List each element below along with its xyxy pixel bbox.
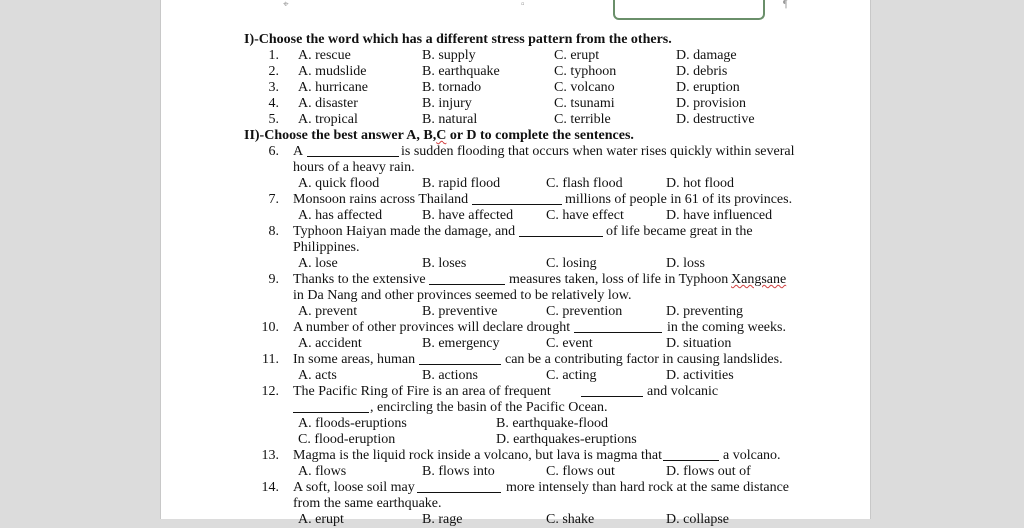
answer-blank bbox=[293, 400, 369, 413]
section-2-heading bbox=[161, 128, 870, 144]
options-row: A. flows B. flows into C. flows out D. flows out of bbox=[298, 464, 751, 479]
answer-blank bbox=[417, 480, 501, 493]
answer-blank bbox=[663, 448, 719, 461]
header-textbox bbox=[613, 0, 765, 20]
answer-blank bbox=[581, 384, 643, 397]
answer-blank bbox=[419, 352, 501, 365]
question-continuation: in Da Nang and other provinces seemed to be relatively low. bbox=[293, 288, 632, 303]
answer-blank bbox=[307, 144, 399, 157]
options-row: A. prevent B. preventive C. prevention D. preventing bbox=[298, 304, 743, 319]
options-row: A. acts B. actions C. acting D. activities bbox=[298, 368, 734, 383]
paragraph-mark-icon: ▫ bbox=[521, 0, 525, 10]
document-page bbox=[160, 0, 871, 527]
question-line: 6. A is sudden flooding that occurs when water rises quickly within several bbox=[268, 144, 795, 159]
question-continuation: , encircling the basin of the Pacific Ocean. bbox=[161, 400, 870, 416]
section-2-title-post: or D to complete the sentences. bbox=[446, 128, 634, 143]
question-line: 8. Typhoon Haiyan made the damage, and of life became great in the bbox=[268, 224, 753, 239]
section-1-heading: I)-Choose the word which has a different stress pattern from the others. bbox=[244, 32, 672, 47]
question-row: 4. A. disaster B. injury C. tsunami D. provision bbox=[268, 96, 746, 111]
paragraph-mark-icon: ¶ bbox=[783, 0, 788, 10]
anchor-icon: ⌖ bbox=[283, 0, 289, 10]
question-line: 9. Thanks to the extensive measures taken, loss of life in Typhoon Xangsane bbox=[268, 272, 787, 287]
question-line: 14. A soft, loose soil may more intensely than hard rock at the same distance bbox=[261, 480, 790, 495]
options-row: A. accident B. emergency C. event D. situation bbox=[298, 336, 732, 351]
question-row: 3. A. hurricane B. tornado C. volcano D. eruption bbox=[268, 80, 740, 95]
question-continuation: from the same earthquake. bbox=[293, 496, 442, 511]
question-row: 1. A. rescue B. supply C. erupt D. damage bbox=[268, 48, 737, 63]
question-continuation: hours of a heavy rain. bbox=[293, 160, 415, 175]
answer-blank bbox=[429, 272, 505, 285]
options-row: C. flood-eruption D. earthquakes-eruptions bbox=[298, 432, 637, 447]
options-row: A. quick flood B. rapid flood C. flash flood D. hot flood bbox=[298, 176, 735, 191]
options-row: A. has affected B. have affected C. have effect D. have influenced bbox=[298, 208, 773, 223]
question-line: 12. The Pacific Ring of Fire is an area of frequent and volcanic bbox=[261, 384, 719, 399]
answer-blank bbox=[519, 224, 603, 237]
options-row: A. floods-eruptions B. earthquake-flood bbox=[298, 416, 608, 431]
options-row: A. erupt B. rage C. shake D. collapse bbox=[298, 512, 729, 527]
section-2-title-c: C bbox=[436, 128, 447, 143]
question-continuation: Philippines. bbox=[293, 240, 360, 255]
question-line: 13. Magma is the liquid rock inside a volcano, but lava is magma that a volcano. bbox=[261, 448, 781, 463]
question-line: 7. Monsoon rains across Thailand millions of people in 61 of its provinces. bbox=[268, 192, 793, 207]
question-row: 2. A. mudslide B. earthquake C. typhoon D. debris bbox=[268, 64, 728, 79]
question-row: 5. A. tropical B. natural C. terrible D. destructive bbox=[268, 112, 755, 127]
section-2-title-pre: II)-Choose the best answer A, B, bbox=[244, 128, 437, 143]
options-row: A. lose B. loses C. losing D. loss bbox=[298, 256, 705, 271]
answer-blank bbox=[574, 320, 662, 333]
answer-blank bbox=[472, 192, 562, 205]
question-line: 10. A number of other provinces will declare drought in the coming weeks. bbox=[261, 320, 786, 335]
question-line: 11. In some areas, human can be a contributing factor in causing landslides. bbox=[262, 352, 783, 367]
